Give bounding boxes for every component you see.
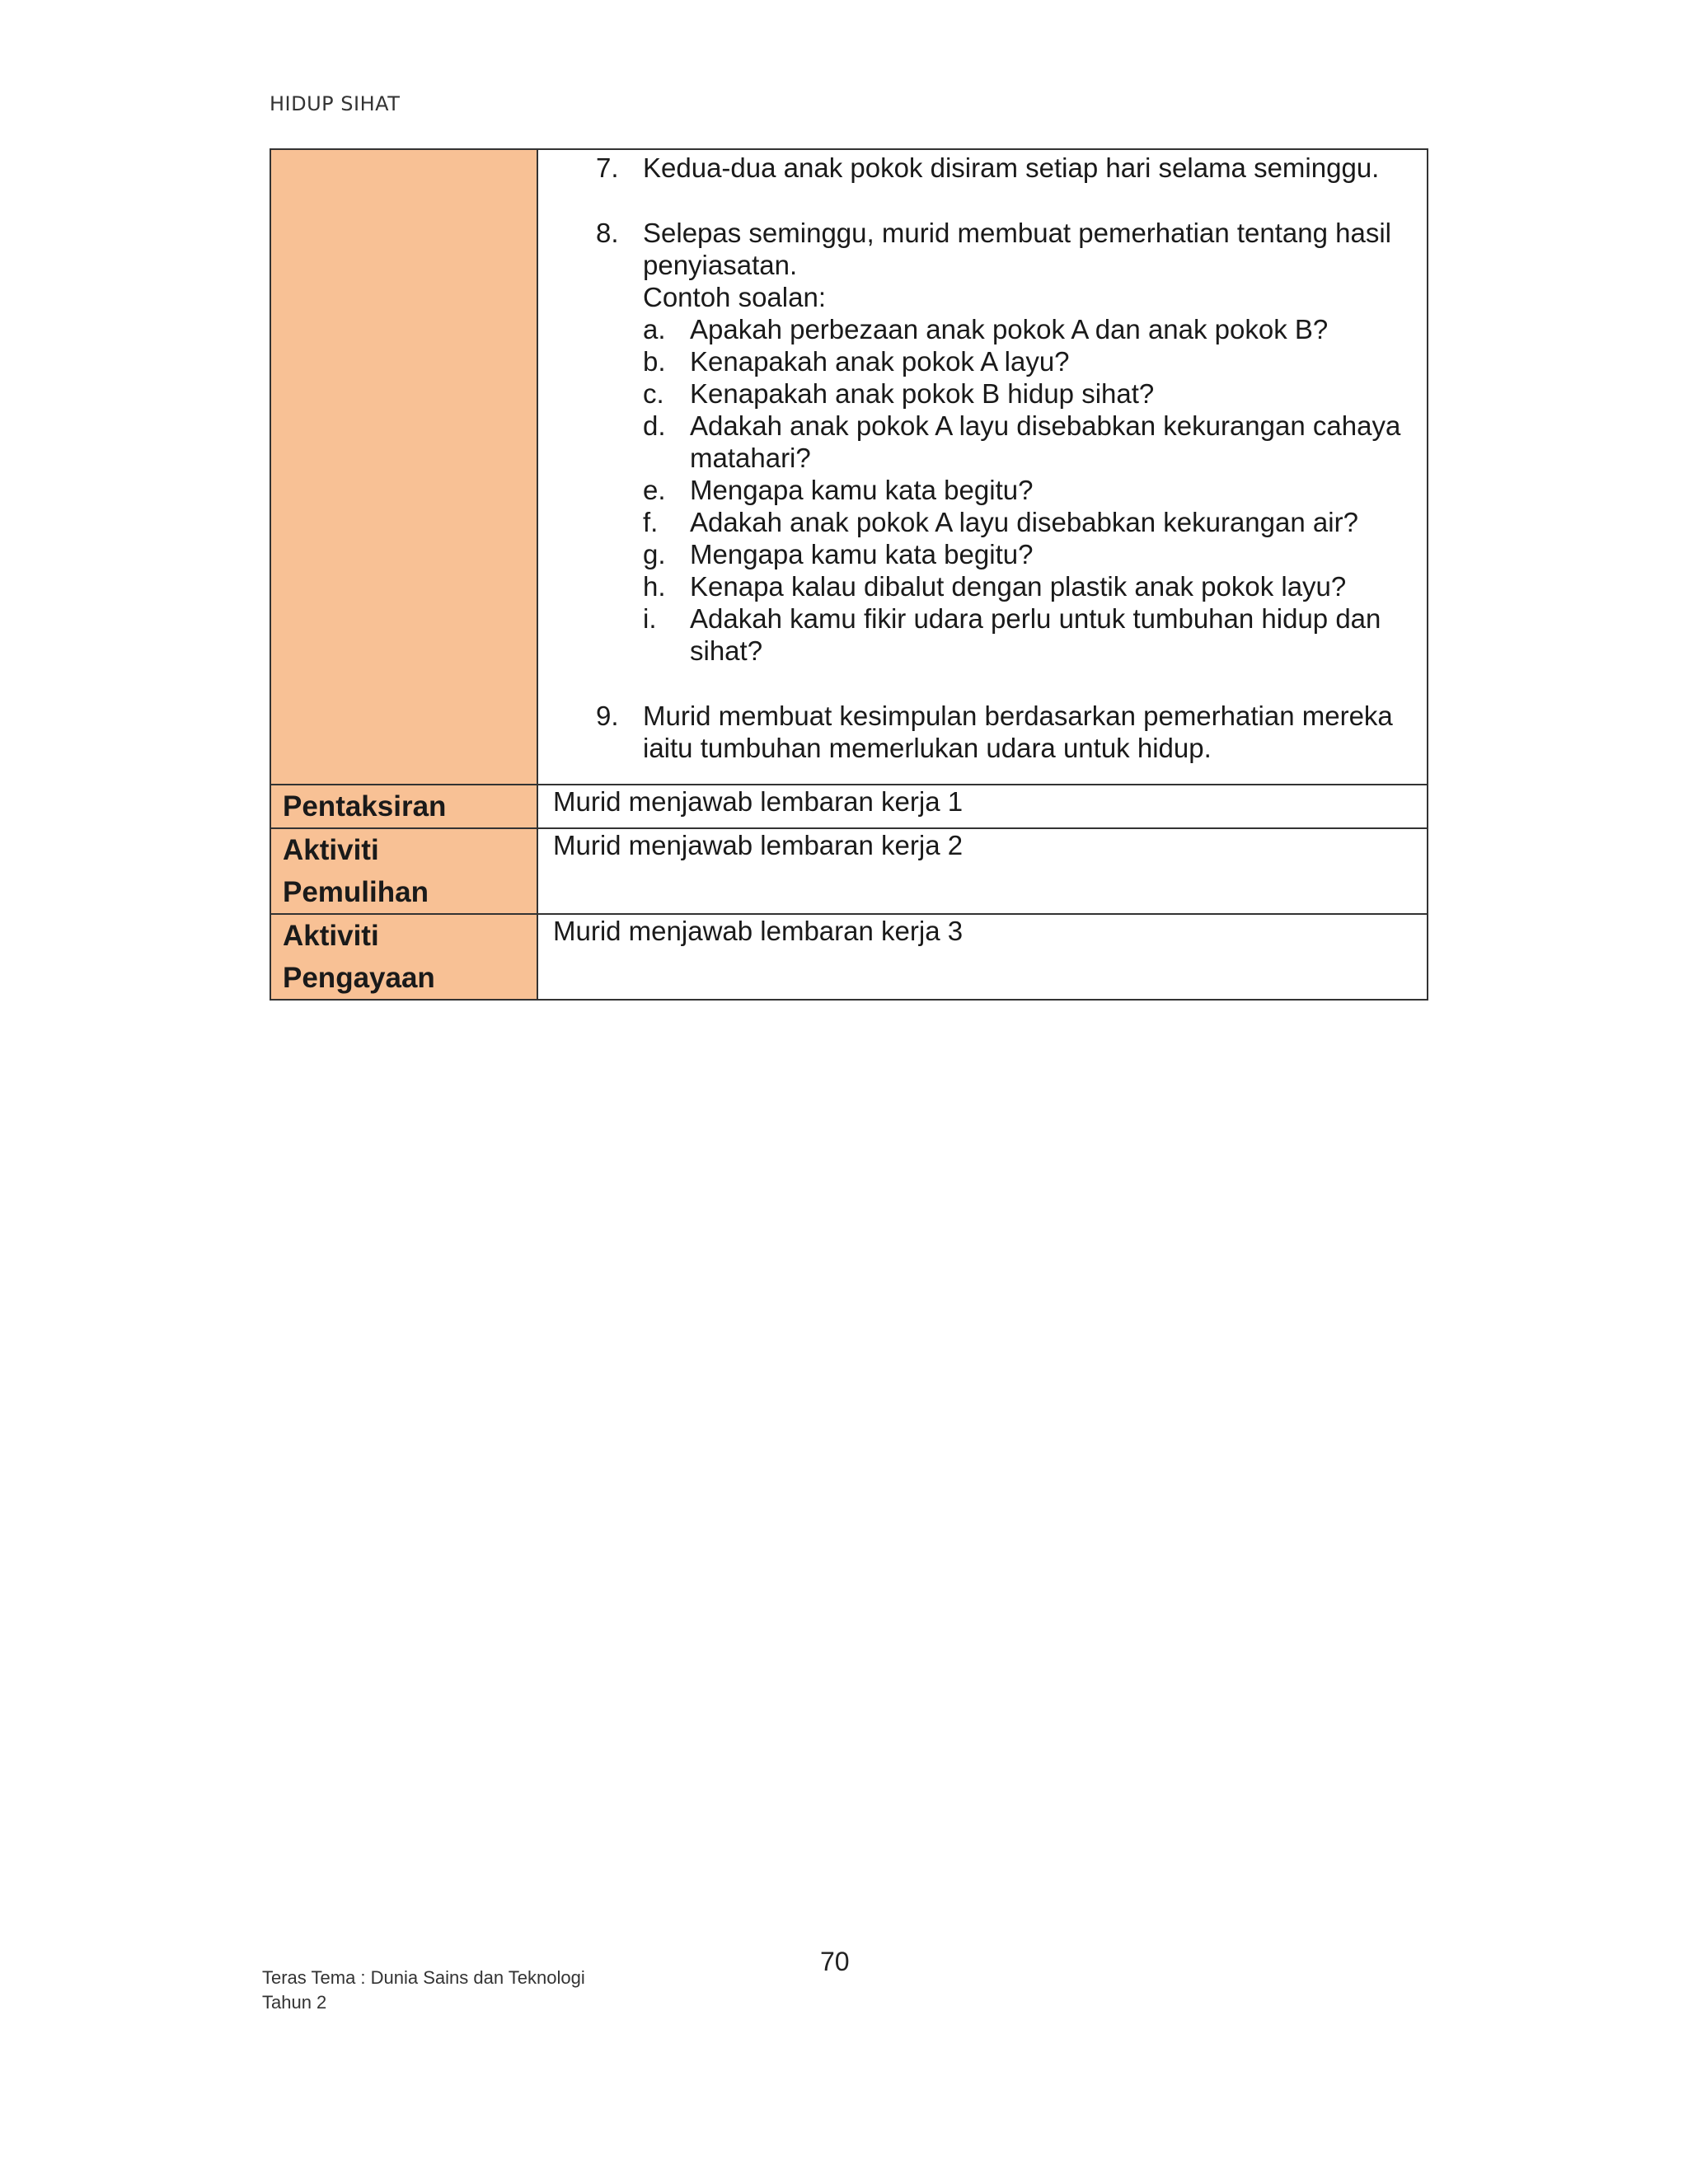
question-letter: a. [643,314,666,344]
question-text: Mengapa kamu kata begitu? [690,475,1034,505]
question-list [643,313,1412,667]
steps-row [270,149,1428,785]
footer-year: Tahun 2 [262,1992,327,2013]
question-text: Kenapakah anak pokok A layu? [690,346,1070,377]
list-item [643,474,1412,506]
question-letter: e. [643,475,666,505]
steps-label-cell [270,149,537,785]
question-letter: d. [643,410,666,441]
step-number: 7. [596,152,619,183]
table-row [270,914,1428,1000]
question-letter: b. [643,346,666,377]
list-item [643,506,1412,538]
question-letter: i. [643,603,657,634]
footer-theme: Teras Tema : Dunia Sains dan Teknologi [262,1967,585,1988]
steps-list [553,152,1412,784]
lesson-table [270,148,1428,1001]
running-header: HIDUP SIHAT [270,92,401,115]
step-8 [596,217,1412,667]
question-text: Mengapa kamu kata begitu? [690,539,1034,569]
table-row [270,828,1428,914]
question-text: Kenapakah anak pokok B hidup sihat? [690,378,1155,409]
row-label-aktiviti-pemulihan: Aktiviti Pemulihan [270,828,537,914]
question-text: Apakah perbezaan anak pokok A dan anak pokok B? [690,314,1329,344]
step-9 [596,700,1412,764]
questions-intro: Contoh soalan: [643,282,826,312]
question-text: Adakah kamu fikir udara perlu untuk tumbuhan hidup dan sihat? [690,603,1381,666]
question-text: Adakah anak pokok A layu disebabkan kekurangan air? [690,507,1358,537]
steps-content-cell [537,149,1428,785]
step-number: 8. [596,218,619,248]
question-letter: f. [643,507,659,537]
list-item [643,602,1412,667]
list-item [643,313,1412,345]
footer-info [262,1966,585,2015]
list-item [643,538,1412,570]
step-text: Selepas seminggu, murid membuat pemerhatian tentang hasil penyiasatan. [643,218,1392,280]
question-text: Kenapa kalau dibalut dengan plastik anak pokok layu? [690,571,1347,602]
list-item [643,570,1412,602]
question-letter: h. [643,571,666,602]
step-text: Kedua-dua anak pokok disiram setiap hari selama seminggu. [643,152,1380,183]
table-row [270,785,1428,828]
page-number: 70 [820,1947,850,1976]
step-7 [596,152,1412,184]
list-item [643,410,1412,474]
row-value: Murid menjawab lembaran kerja 1 [537,785,1428,828]
question-letter: g. [643,539,666,569]
step-text: Murid membuat kesimpulan berdasarkan pemerhatian mereka iaitu tumbuhan memerlukan udara untuk hidup. [643,701,1393,763]
list-item [643,377,1412,410]
row-label-aktiviti-pengayaan: Aktiviti Pengayaan [270,914,537,1000]
list-item [643,345,1412,377]
row-value: Murid menjawab lembaran kerja 3 [537,914,1428,1000]
row-label-pentaksiran: Pentaksiran [270,785,537,828]
step-number: 9. [596,701,619,731]
question-text: Adakah anak pokok A layu disebabkan kekurangan cahaya matahari? [690,410,1401,473]
row-value: Murid menjawab lembaran kerja 2 [537,828,1428,914]
question-letter: c. [643,378,664,409]
